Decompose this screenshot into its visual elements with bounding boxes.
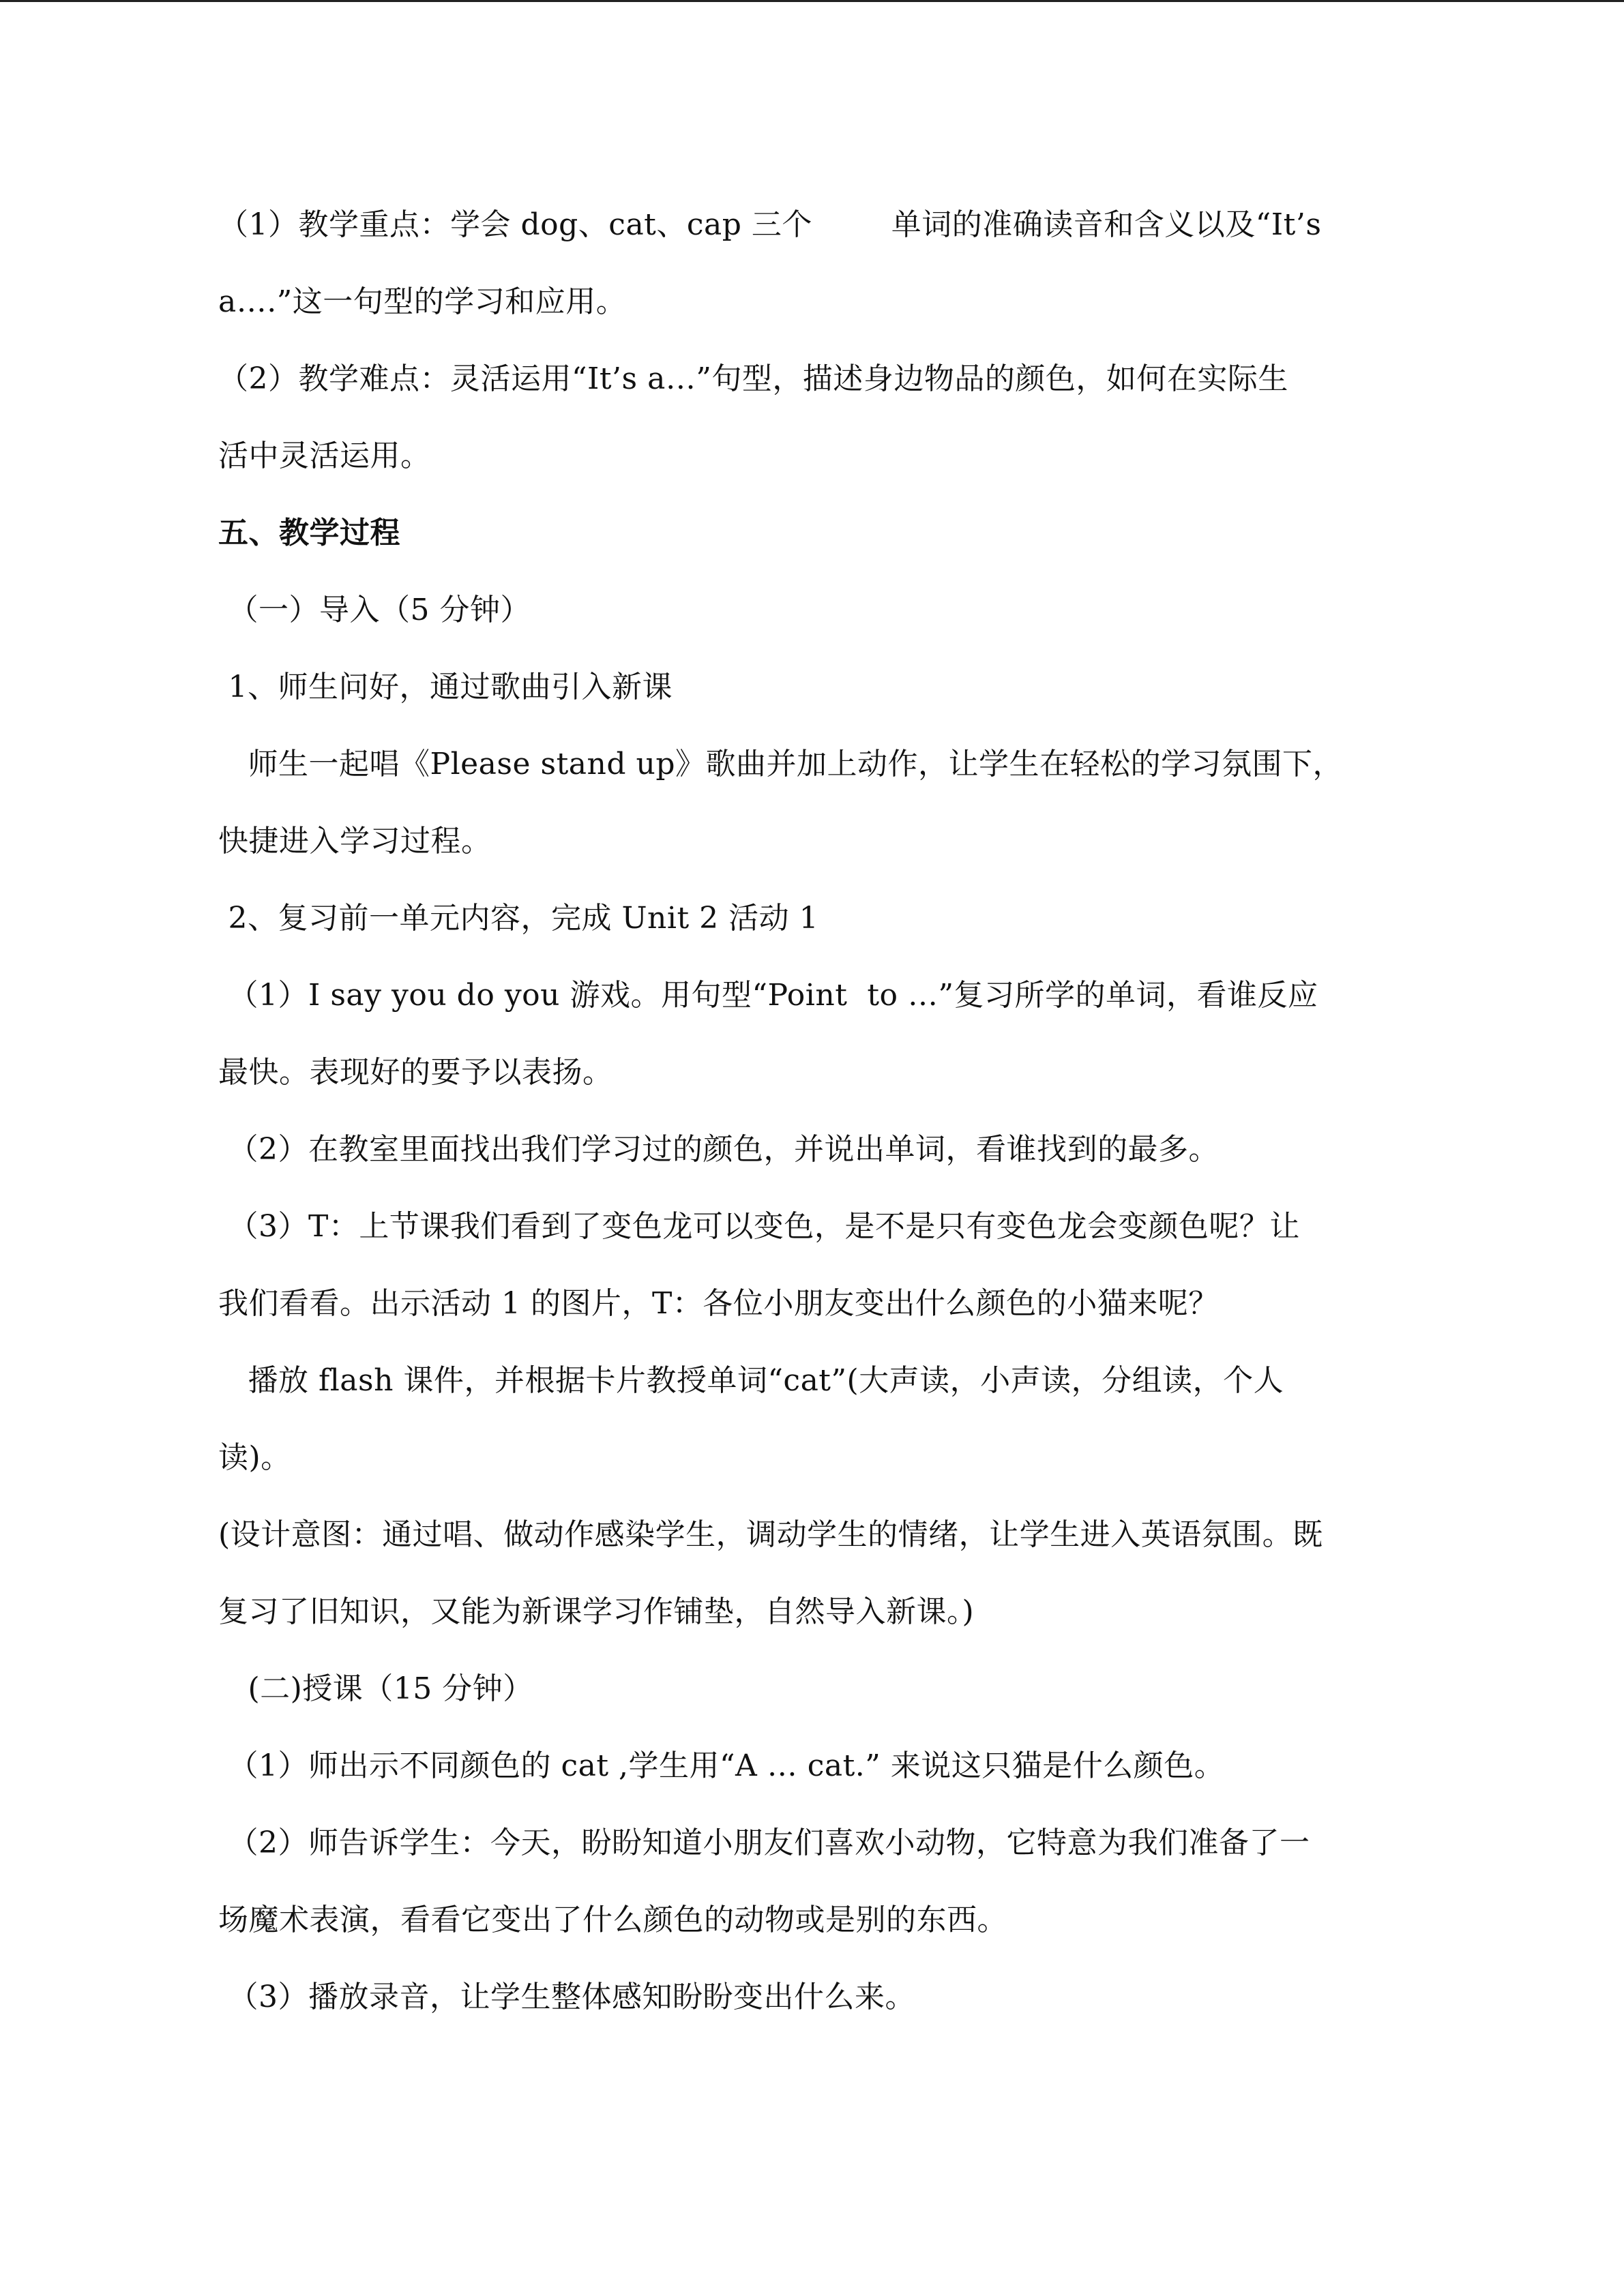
text-line-key-points-cont: a….”这一句型的学习和应用。 <box>218 284 627 319</box>
text-line-play-recording: （3）播放录音，让学生整体感知盼盼变出什么来。 <box>218 1980 915 2014</box>
text-line-difficulties-cont: 活中灵活运用。 <box>218 438 431 473</box>
page-top-border <box>0 0 1624 2</box>
section-heading-teaching-process: 五、教学过程 <box>218 516 400 550</box>
text-line-game-cont: 最快。表现好的要予以表扬。 <box>218 1055 613 1090</box>
subsection-heading-intro: （一）导入（5 分钟） <box>218 593 531 627</box>
text-line-review: 2、复习前一单元内容，完成 Unit 2 活动 1 <box>218 901 819 936</box>
text-line-chameleon: （3）T：上节课我们看到了变色龙可以变色，是不是只有变色龙会变颜色呢？让 <box>218 1209 1300 1244</box>
subsection-heading-teaching: (二)授课（15 分钟） <box>218 1671 533 1706</box>
text-line-find-colors: （2）在教室里面找出我们学习过的颜色，并说出单词，看谁找到的最多。 <box>218 1132 1219 1167</box>
text-line-flash: 播放 flash 课件，并根据卡片教授单词“cat”(大声读，小声读，分组读，个人 <box>218 1363 1284 1398</box>
text-line-design-intent-cont: 复习了旧知识，又能为新课学习作铺垫，自然导入新课。) <box>218 1594 975 1629</box>
text-line-key-points: （1）教学重点：学会 dog、cat、cap 三个 单词的准确读音和含义以及“It’s <box>218 207 1322 242</box>
text-line-song: 师生一起唱《Please stand up》歌曲并加上动作，让学生在轻松的学习氛围下， <box>218 747 1343 781</box>
text-line-show-cats: （1）师出示不同颜色的 cat ,学生用“A … cat.” 来说这只猫是什么颜色。 <box>218 1748 1225 1783</box>
text-line-design-intent: (设计意图：通过唱、做动作感染学生，调动学生的情绪，让学生进入英语氛围。既 <box>218 1517 1323 1552</box>
text-line-flash-cont: 读)。 <box>218 1440 291 1475</box>
text-line-game: （1）I say you do you 游戏。用句型“Point to …”复习所学的单词，看谁反应 <box>218 978 1318 1013</box>
text-line-magic-show: （2）师告诉学生：今天，盼盼知道小朋友们喜欢小动物，它特意为我们准备了一 <box>218 1825 1310 1860</box>
text-line-chameleon-cont: 我们看看。出示活动 1 的图片，T：各位小朋友变出什么颜色的小猫来呢？ <box>218 1286 1219 1321</box>
text-line-difficulties: （2）教学难点：灵活运用“It’s a…”句型，描述身边物品的颜色，如何在实际生 <box>218 361 1288 396</box>
text-line-greeting: 1、师生问好，通过歌曲引入新课 <box>218 670 673 704</box>
text-line-magic-show-cont: 场魔术表演，看看它变出了什么颜色的动物或是别的东西。 <box>218 1903 1007 1937</box>
text-line-song-cont: 快捷进入学习过程。 <box>218 824 492 859</box>
